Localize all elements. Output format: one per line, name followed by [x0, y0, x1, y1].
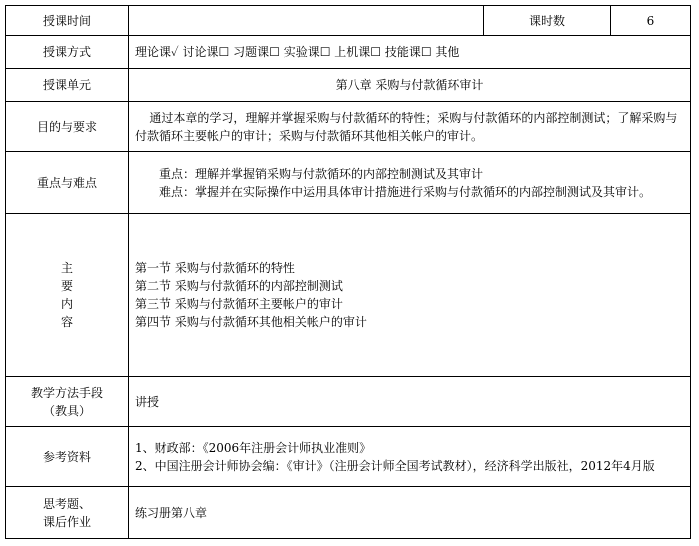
content-label-char: 内	[60, 297, 73, 311]
teaching-label-line: （教具）	[42, 403, 91, 418]
teaching-value: 讲授	[129, 377, 691, 427]
focus-label: 重点与难点	[6, 152, 129, 214]
focus-key-text: 重点：理解并掌握销采购与付款循环的内部控制测试及其审计	[159, 166, 484, 181]
list-item: 第二节 采购与付款循环的内部控制测试	[135, 279, 343, 293]
content-cell	[129, 214, 691, 377]
list-item: 第三节 采购与付款循环主要帐户的审计	[135, 297, 343, 311]
teaching-label	[6, 377, 129, 427]
list-item: 1、财政部：《2006年注册会计师执业准则》	[135, 440, 372, 455]
focus-cell	[129, 152, 691, 214]
lesson-plan-table	[5, 5, 691, 539]
time-value	[129, 6, 484, 36]
goals-cell	[129, 102, 691, 152]
content-label-char: 容	[60, 315, 73, 329]
list-item: 第一节 采购与付款循环的特性	[135, 261, 295, 275]
method-value: 理论课✓ 讨论课☐ 习题课☐ 实验课☐ 上机课☐ 技能课☐ 其他	[129, 36, 691, 69]
row-content	[6, 214, 691, 377]
row-goals	[6, 102, 691, 152]
teaching-label-line: 教学方法手段	[30, 385, 103, 400]
row-homework	[6, 487, 691, 539]
time-label: 授课时间	[6, 6, 129, 36]
refs-label: 参考资料	[6, 427, 129, 487]
hours-label: 课时数	[484, 6, 611, 36]
focus-hard-text: 难点：掌握并在实际操作中运用具体审计措施进行采购与付款循环的内部控制测试及其审计。	[159, 184, 652, 199]
homework-label	[6, 487, 129, 539]
row-method	[6, 36, 691, 69]
unit-label: 授课单元	[6, 69, 129, 102]
homework-value: 练习册第八章	[129, 487, 691, 539]
goals-text: 通过本章的学习，理解并掌握采购与付款循环的特性；采购与付款循环的内部控制测试；了解采购与付款循环主要帐户的审计；采购与付款循环其他相关帐户的审计。	[135, 110, 678, 143]
hours-value: 6	[611, 6, 691, 36]
homework-label-line: 思考题、	[42, 496, 91, 511]
unit-value: 第八章 采购与付款循环审计	[129, 69, 691, 102]
homework-label-line: 课后作业	[42, 514, 91, 529]
goals-label: 目的与要求	[6, 102, 129, 152]
row-refs	[6, 427, 691, 487]
content-label-char: 主	[60, 261, 73, 275]
row-teaching	[6, 377, 691, 427]
list-item: 2、中国注册会计师协会编：《审计》（注册会计师全国考试教材），经济科学出版社，2012年4月版	[135, 458, 655, 473]
refs-cell	[129, 427, 691, 487]
row-time	[6, 6, 691, 36]
row-focus	[6, 152, 691, 214]
content-label	[6, 214, 129, 377]
content-label-char: 要	[60, 279, 73, 293]
method-label: 授课方式	[6, 36, 129, 69]
row-unit	[6, 69, 691, 102]
list-item: 第四节 采购与付款循环其他相关帐户的审计	[135, 315, 367, 329]
